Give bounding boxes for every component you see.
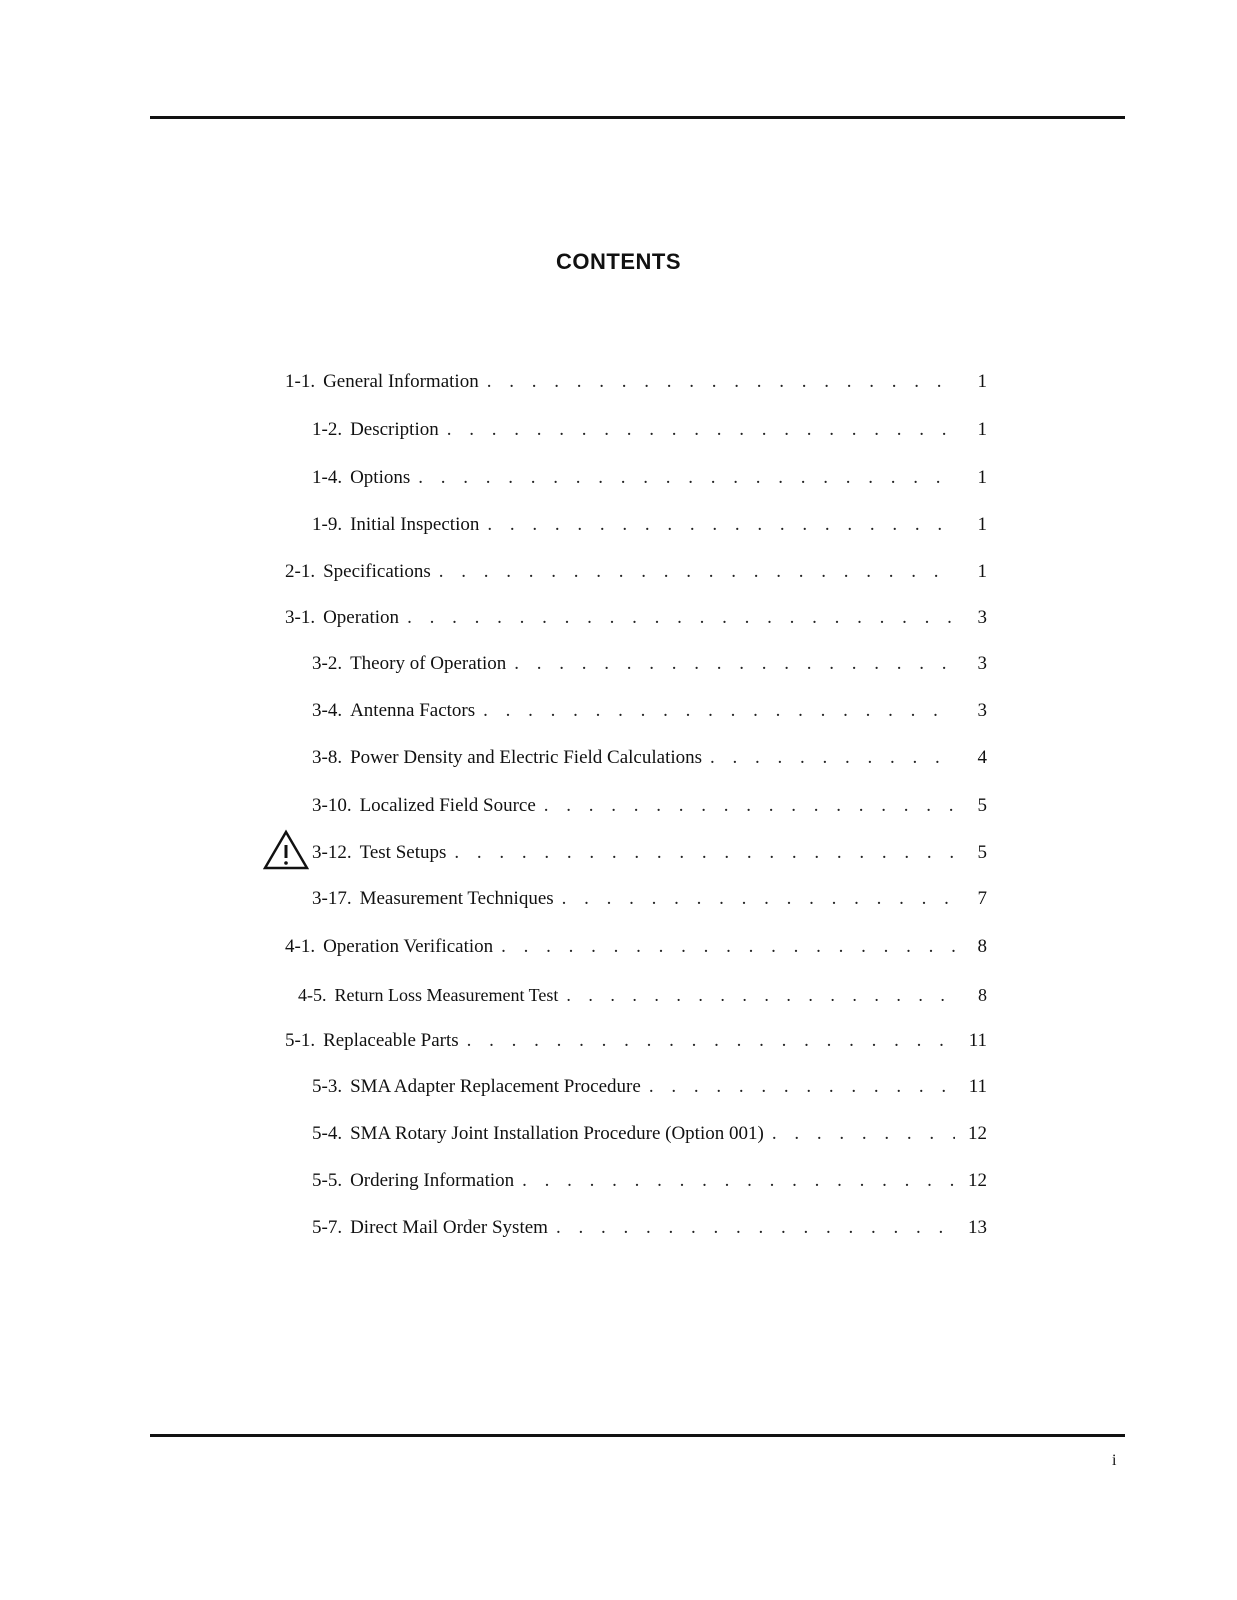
toc-entry[interactable] xyxy=(312,513,987,537)
dot-leader xyxy=(649,1075,955,1099)
warning-triangle-icon xyxy=(263,829,309,871)
toc-entry[interactable] xyxy=(285,1029,987,1053)
page-title: CONTENTS xyxy=(556,249,681,274)
toc-entry-page: 13 xyxy=(968,1217,987,1238)
toc-entry-title: Ordering Information xyxy=(350,1170,515,1191)
toc-entry-number: 3-17. xyxy=(312,888,352,909)
toc-entry-title: Antenna Factors xyxy=(350,700,476,721)
toc-entry-number: 4-1. xyxy=(285,936,316,957)
toc-entry-title: SMA Adapter Replacement Procedure xyxy=(350,1076,641,1097)
toc-entry-page: 1 xyxy=(977,514,987,535)
toc-entry[interactable] xyxy=(298,983,987,1007)
dot-leader xyxy=(772,1122,955,1146)
dot-leader xyxy=(562,887,955,911)
toc-entry-title: Direct Mail Order System xyxy=(350,1217,548,1238)
toc-entry[interactable] xyxy=(312,1075,987,1099)
toc-entry-number: 3-12. xyxy=(312,842,352,863)
toc-entry-title: Description xyxy=(350,419,439,440)
toc-entry[interactable] xyxy=(285,370,987,394)
toc-entry-number: 3-1. xyxy=(285,607,316,628)
toc-entry-page: 5 xyxy=(977,842,987,863)
toc-entry[interactable] xyxy=(285,560,987,584)
toc-entry-title: Specifications xyxy=(323,561,431,582)
bottom-rule xyxy=(150,1434,1125,1437)
toc-entry-number: 1-2. xyxy=(312,419,343,440)
toc-entry-page: 4 xyxy=(977,747,987,768)
toc-entry-number: 4-5. xyxy=(298,985,327,1005)
dot-leader xyxy=(418,466,955,490)
toc-entry-page: 1 xyxy=(977,419,987,440)
toc-entry-title: Power Density and Electric Field Calculations xyxy=(350,747,703,768)
dot-leader xyxy=(566,983,955,1007)
toc-entry-page: 12 xyxy=(968,1170,987,1191)
toc-entry-number: 5-7. xyxy=(312,1217,343,1238)
toc-entry[interactable] xyxy=(312,1122,987,1146)
toc-entry-title: Return Loss Measurement Test xyxy=(334,985,559,1005)
toc-entry-title: Operation Verification xyxy=(323,936,494,957)
toc-entry-page: 3 xyxy=(977,653,987,674)
toc-entry[interactable] xyxy=(312,699,987,723)
toc-entry-page: 1 xyxy=(977,467,987,488)
dot-leader xyxy=(487,513,955,537)
toc-entry-page: 8 xyxy=(977,936,987,957)
dot-leader xyxy=(544,794,955,818)
dot-leader xyxy=(447,418,955,442)
toc-entry-page: 11 xyxy=(968,1076,987,1097)
toc-entry-number: 5-5. xyxy=(312,1170,343,1191)
toc-entry-page: 8 xyxy=(978,985,987,1005)
toc-entry[interactable] xyxy=(285,606,987,630)
toc-entry[interactable] xyxy=(312,1216,987,1240)
toc-entry-number: 2-1. xyxy=(285,561,316,582)
toc-entry-number: 5-1. xyxy=(285,1030,316,1051)
toc-entry[interactable] xyxy=(312,652,987,676)
toc-entry-number: 5-4. xyxy=(312,1123,343,1144)
toc-entry-page: 12 xyxy=(968,1123,987,1144)
toc-entry-title: Localized Field Source xyxy=(359,795,536,816)
toc-entry-number: 3-4. xyxy=(312,700,343,721)
toc-entry-number: 1-9. xyxy=(312,514,343,535)
toc-entry[interactable] xyxy=(312,466,987,490)
toc-entry-page: 11 xyxy=(968,1030,987,1051)
dot-leader xyxy=(407,606,955,630)
toc-entry-title: Initial Inspection xyxy=(350,514,480,535)
top-rule xyxy=(150,116,1125,119)
toc-entry-page: 1 xyxy=(977,561,987,582)
toc-entry-page: 7 xyxy=(977,888,987,909)
toc-entry-number: 3-2. xyxy=(312,653,343,674)
dot-leader xyxy=(710,746,955,770)
dot-leader xyxy=(483,699,955,723)
toc-entry-number: 5-3. xyxy=(312,1076,343,1097)
toc-entry-page: 1 xyxy=(977,371,987,392)
toc-entry-number: 1-4. xyxy=(312,467,343,488)
dot-leader xyxy=(454,841,955,865)
dot-leader xyxy=(556,1216,955,1240)
toc-entry-page: 3 xyxy=(977,700,987,721)
dot-leader xyxy=(522,1169,955,1193)
dot-leader xyxy=(439,560,955,584)
toc-entry[interactable] xyxy=(312,746,987,770)
toc-entry[interactable] xyxy=(312,418,987,442)
toc-entry-number: 3-10. xyxy=(312,795,352,816)
toc-entry[interactable] xyxy=(312,841,987,865)
toc-entry[interactable] xyxy=(312,1169,987,1193)
toc-entry-title: Options xyxy=(350,467,411,488)
dot-leader xyxy=(487,370,955,394)
toc-entry-number: 3-8. xyxy=(312,747,343,768)
toc-entry-page: 5 xyxy=(977,795,987,816)
toc-entry-title: Measurement Techniques xyxy=(359,888,554,909)
toc-entry-number: 1-1. xyxy=(285,371,316,392)
page-number: i xyxy=(1112,1452,1117,1469)
toc-entry-title: Theory of Operation xyxy=(350,653,507,674)
toc-entry-title: SMA Rotary Joint Installation Procedure (Option 001) xyxy=(350,1123,764,1144)
toc-entry-page: 3 xyxy=(977,607,987,628)
toc-entry-title: Replaceable Parts xyxy=(323,1030,459,1051)
toc-entry-title: Test Setups xyxy=(359,842,447,863)
dot-leader xyxy=(501,935,955,959)
toc-entry-title: Operation xyxy=(323,607,400,628)
dot-leader xyxy=(514,652,955,676)
dot-leader xyxy=(467,1029,955,1053)
toc-entry[interactable] xyxy=(285,935,987,959)
toc-entry[interactable] xyxy=(312,794,987,818)
toc-entry-title: General Information xyxy=(323,371,479,392)
toc-entry[interactable] xyxy=(312,887,987,911)
